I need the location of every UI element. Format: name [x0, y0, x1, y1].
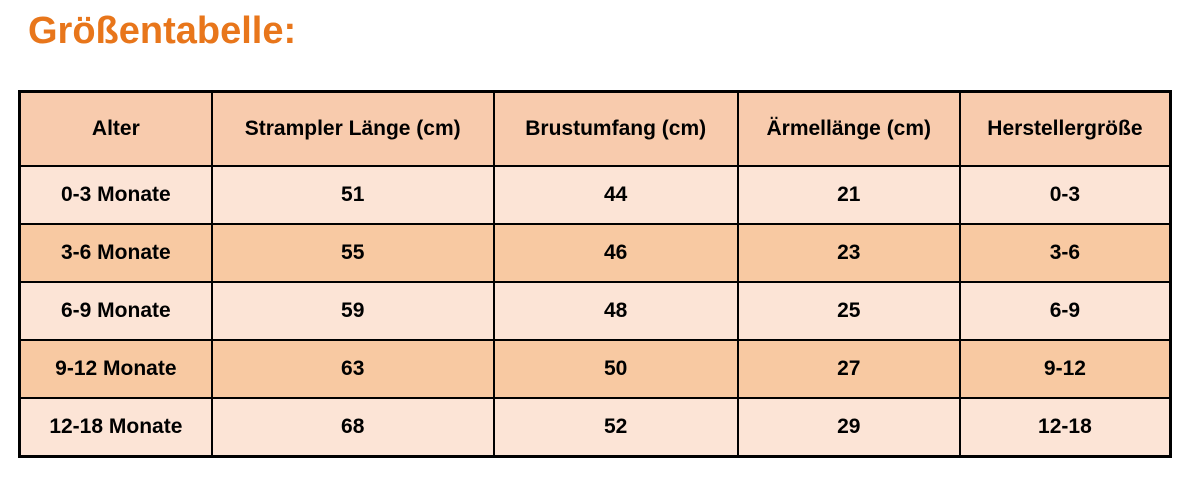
value-cell: 48	[494, 282, 738, 340]
size-table-head	[20, 92, 1171, 167]
header-row	[20, 92, 1171, 167]
column-header-3: Brustumfang (cm)	[494, 92, 738, 167]
value-cell: 27	[738, 340, 960, 398]
table-row	[20, 282, 1171, 340]
row-label-cell: 9-12 Monate	[20, 340, 212, 398]
size-table	[18, 90, 1172, 458]
value-cell: 6-9	[960, 282, 1171, 340]
value-cell: 3-6	[960, 224, 1171, 282]
page-title: Größentabelle:	[28, 10, 297, 52]
row-label-cell: 3-6 Monate	[20, 224, 212, 282]
table-row	[20, 166, 1171, 224]
column-header-4: Ärmellänge (cm)	[738, 92, 960, 167]
row-label-cell: 12-18 Monate	[20, 398, 212, 457]
column-header-1: Alter	[20, 92, 212, 167]
table-row	[20, 224, 1171, 282]
value-cell: 23	[738, 224, 960, 282]
value-cell: 0-3	[960, 166, 1171, 224]
value-cell: 59	[212, 282, 494, 340]
value-cell: 29	[738, 398, 960, 457]
value-cell: 68	[212, 398, 494, 457]
table-row	[20, 398, 1171, 457]
value-cell: 44	[494, 166, 738, 224]
value-cell: 25	[738, 282, 960, 340]
row-label-cell: 6-9 Monate	[20, 282, 212, 340]
value-cell: 55	[212, 224, 494, 282]
value-cell: 46	[494, 224, 738, 282]
row-label-cell: 0-3 Monate	[20, 166, 212, 224]
size-table-body	[20, 166, 1171, 457]
value-cell: 63	[212, 340, 494, 398]
value-cell: 12-18	[960, 398, 1171, 457]
column-header-5: Herstellergröße	[960, 92, 1171, 167]
value-cell: 51	[212, 166, 494, 224]
value-cell: 21	[738, 166, 960, 224]
column-header-2: Strampler Länge (cm)	[212, 92, 494, 167]
table-row	[20, 340, 1171, 398]
value-cell: 9-12	[960, 340, 1171, 398]
value-cell: 52	[494, 398, 738, 457]
value-cell: 50	[494, 340, 738, 398]
